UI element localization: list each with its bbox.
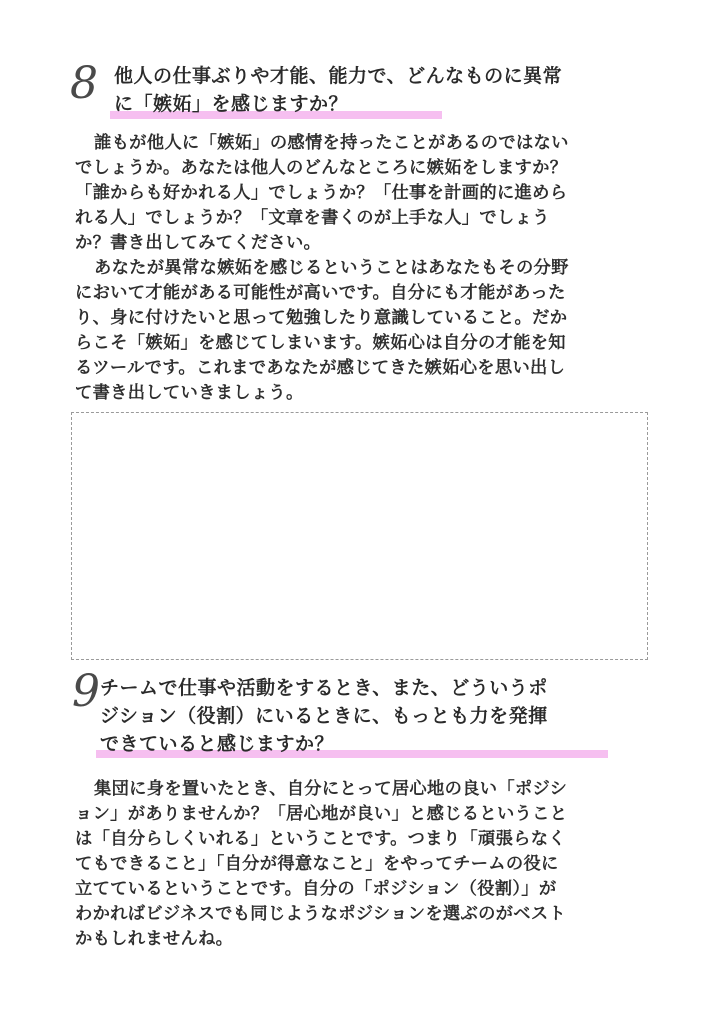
question-9-title-line-3: できていると感じますか？ (100, 733, 335, 755)
body-line: 集団に身を置いたとき、自分にとって居心地の良い「ポジシ (94, 779, 568, 799)
body-line: において才能がある可能性が高いです。自分にも才能があった (75, 283, 566, 303)
body-line: らこそ「嫉妬」を感じてしまいます。嫉妬心は自分の才能を知 (75, 333, 566, 353)
body-line: でしょうか。あなたは他人のどんなところに嫉妬をしますか？ (75, 158, 568, 178)
body-line: 誰もが他人に「嫉妬」の感情を持ったことがあるのではない (94, 133, 569, 153)
body-line: て書き出していきましょう。 (75, 383, 304, 403)
body-line: るツールです。これまであなたが感じてきた嫉妬心を思い出し (75, 358, 566, 378)
body-line: わかればビジネスでも同じようなポジションを選ぶのがベスト (75, 904, 566, 924)
body-line: ョン」がありませんか？「居心地が良い」と感じるということ (75, 804, 568, 824)
question-8-title-line-2: に「嫉妬」を感じますか？ (114, 93, 349, 115)
question-8-title-line-1: 他人の仕事ぶりや才能、能力で、どんなものに異常 (114, 65, 563, 87)
body-line: 立てているということです。自分の「ポジション（役割）」が (75, 879, 557, 899)
question-9-body (75, 777, 567, 952)
body-line: かもしれませんね。 (75, 929, 234, 949)
body-line: り、身に付けたいと思って勉強したり意識していること。だか (75, 308, 568, 328)
question-number-8: 8 (70, 58, 98, 109)
body-line: は「自分らしくいれる」ということです。つまり「頑張らなく (75, 829, 566, 849)
answer-writing-box[interactable] (71, 412, 648, 660)
body-line: か？書き出してみてください。 (75, 233, 322, 253)
question-9-title-line-1: チームで仕事や活動をするとき、また、どういうポ (100, 677, 548, 699)
question-8-title (114, 62, 562, 118)
body-line: てもできること」「自分が得意なこと」をやってチームの役に (75, 854, 559, 874)
question-8-body (75, 131, 569, 406)
body-line: れる人」でしょうか？「文章を書くのが上手な人」でしょう (75, 208, 550, 228)
question-number-9: 9 (72, 666, 100, 717)
question-9-title (100, 674, 548, 758)
question-9-title-line-2: ジション（役割）にいるときに、もっとも力を発揮 (100, 705, 548, 727)
body-line: 「誰からも好かれる人」でしょうか？「仕事を計画的に進めら (75, 183, 568, 203)
body-line: あなたが異常な嫉妬を感じるということはあなたもその分野 (94, 258, 569, 278)
